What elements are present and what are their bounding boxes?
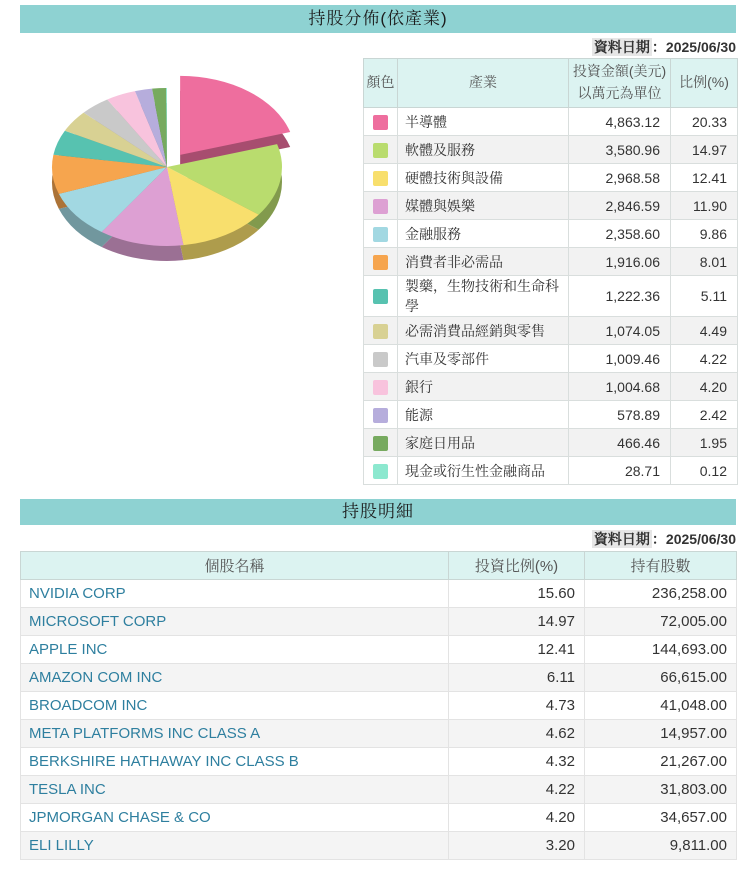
- industry-amount-cell: 3,580.96: [569, 136, 671, 164]
- stock-shares-cell: 21,267.00: [585, 748, 737, 776]
- industry-amount-cell: 4,863.12: [569, 108, 671, 136]
- col-header-color: 顏色: [364, 59, 398, 108]
- industry-name-cell: 硬體技術與設備: [398, 164, 569, 192]
- color-swatch: [373, 352, 388, 367]
- industry-pie-chart: [0, 45, 350, 330]
- stock-shares-cell: 236,258.00: [585, 580, 737, 608]
- stock-name-link[interactable]: MICROSOFT CORP: [21, 608, 449, 636]
- color-swatch: [373, 324, 388, 339]
- industry-amount-cell: 2,846.59: [569, 192, 671, 220]
- data-date-value: ：2025/06/30: [651, 531, 736, 547]
- stock-shares-cell: 66,615.00: [585, 664, 737, 692]
- industry-pct-cell: 4.20: [671, 373, 738, 401]
- stock-pct-cell: 4.22: [449, 776, 585, 804]
- industry-color-cell: [364, 192, 398, 220]
- industry-table: [363, 58, 738, 485]
- holdings-table: [20, 551, 737, 860]
- industry-row: [364, 248, 738, 276]
- industry-name-cell: 汽車及零部件: [398, 345, 569, 373]
- color-swatch: [373, 436, 388, 451]
- stock-name-link[interactable]: NVIDIA CORP: [21, 580, 449, 608]
- stock-pct-cell: 15.60: [449, 580, 585, 608]
- industry-amount-cell: 2,358.60: [569, 220, 671, 248]
- industry-row: [364, 429, 738, 457]
- industry-row: [364, 401, 738, 429]
- color-swatch: [373, 255, 388, 270]
- industry-amount-cell: 2,968.58: [569, 164, 671, 192]
- stock-shares-cell: 41,048.00: [585, 692, 737, 720]
- stock-shares-cell: 9,811.00: [585, 832, 737, 860]
- industry-pct-cell: 8.01: [671, 248, 738, 276]
- section-title-industry-distribution: 持股分佈(依產業): [20, 5, 736, 33]
- stock-name-link[interactable]: APPLE INC: [21, 636, 449, 664]
- industry-pct-cell: 12.41: [671, 164, 738, 192]
- holding-row: [21, 580, 737, 608]
- industry-color-cell: [364, 276, 398, 317]
- industry-color-cell: [364, 220, 398, 248]
- industry-name-cell: 金融服務: [398, 220, 569, 248]
- color-swatch: [373, 464, 388, 479]
- stock-pct-cell: 4.20: [449, 804, 585, 832]
- stock-name-link[interactable]: TESLA INC: [21, 776, 449, 804]
- stock-shares-cell: 14,957.00: [585, 720, 737, 748]
- data-date-value: ：2025/06/30: [651, 39, 736, 55]
- holding-row: [21, 748, 737, 776]
- industry-amount-cell: 1,222.36: [569, 276, 671, 317]
- industry-row: [364, 345, 738, 373]
- industry-color-cell: [364, 317, 398, 345]
- data-date-label: 資料日期: [593, 39, 650, 55]
- industry-amount-cell: 1,009.46: [569, 345, 671, 373]
- stock-name-link[interactable]: ELI LILLY: [21, 832, 449, 860]
- industry-name-cell: 製藥，生物技術和生命科學: [398, 276, 569, 317]
- stock-name-link[interactable]: JPMORGAN CHASE & CO: [21, 804, 449, 832]
- color-swatch: [373, 408, 388, 423]
- industry-pct-cell: 5.11: [671, 276, 738, 317]
- industry-row: [364, 317, 738, 345]
- industry-color-cell: [364, 429, 398, 457]
- industry-pct-cell: 9.86: [671, 220, 738, 248]
- industry-table-header-row: [364, 59, 738, 108]
- holding-row: [21, 608, 737, 636]
- industry-row: [364, 373, 738, 401]
- industry-row: [364, 220, 738, 248]
- stock-pct-cell: 6.11: [449, 664, 585, 692]
- industry-pct-cell: 2.42: [671, 401, 738, 429]
- holding-row: [21, 776, 737, 804]
- industry-pct-cell: 20.33: [671, 108, 738, 136]
- stock-name-link[interactable]: BROADCOM INC: [21, 692, 449, 720]
- industry-amount-cell: 466.46: [569, 429, 671, 457]
- industry-color-cell: [364, 457, 398, 485]
- color-swatch: [373, 171, 388, 186]
- industry-name-cell: 家庭日用品: [398, 429, 569, 457]
- holding-row: [21, 720, 737, 748]
- industry-pct-cell: 1.95: [671, 429, 738, 457]
- industry-color-cell: [364, 373, 398, 401]
- industry-pct-cell: 0.12: [671, 457, 738, 485]
- holdings-table-header-row: [21, 552, 737, 580]
- col-header-amount: 投資金額(美元) 以萬元為單位: [569, 59, 671, 108]
- col-header-pct: 比例(%): [671, 59, 738, 108]
- data-date-label: 資料日期: [593, 531, 650, 547]
- holding-row: [21, 636, 737, 664]
- stock-shares-cell: 144,693.00: [585, 636, 737, 664]
- industry-color-cell: [364, 108, 398, 136]
- industry-name-cell: 能源: [398, 401, 569, 429]
- industry-row: [364, 164, 738, 192]
- stock-pct-cell: 12.41: [449, 636, 585, 664]
- industry-name-cell: 媒體與娛樂: [398, 192, 569, 220]
- industry-name-cell: 銀行: [398, 373, 569, 401]
- industry-row: [364, 276, 738, 317]
- industry-amount-cell: 1,916.06: [569, 248, 671, 276]
- industry-name-cell: 必需消費品經銷與零售: [398, 317, 569, 345]
- industry-pct-cell: 4.49: [671, 317, 738, 345]
- data-date-holdings: [592, 529, 736, 549]
- industry-row: [364, 192, 738, 220]
- industry-name-cell: 現金或衍生性金融商品: [398, 457, 569, 485]
- color-swatch: [373, 227, 388, 242]
- color-swatch: [373, 199, 388, 214]
- industry-amount-cell: 1,004.68: [569, 373, 671, 401]
- industry-amount-cell: 578.89: [569, 401, 671, 429]
- industry-amount-cell: 1,074.05: [569, 317, 671, 345]
- col-header-shares: 持有股數: [585, 552, 737, 580]
- stock-pct-cell: 4.32: [449, 748, 585, 776]
- industry-color-cell: [364, 401, 398, 429]
- data-date-industry: [592, 37, 736, 57]
- color-swatch: [373, 380, 388, 395]
- industry-color-cell: [364, 164, 398, 192]
- stock-name-link[interactable]: META PLATFORMS INC CLASS A: [21, 720, 449, 748]
- holding-row: [21, 832, 737, 860]
- holding-row: [21, 664, 737, 692]
- industry-name-cell: 消費者非必需品: [398, 248, 569, 276]
- industry-color-cell: [364, 136, 398, 164]
- stock-pct-cell: 4.73: [449, 692, 585, 720]
- col-header-invest-pct: 投資比例(%): [449, 552, 585, 580]
- col-header-industry: 產業: [398, 59, 569, 108]
- holding-row: [21, 804, 737, 832]
- stock-pct-cell: 4.62: [449, 720, 585, 748]
- color-swatch: [373, 143, 388, 158]
- industry-name-cell: 軟體及服務: [398, 136, 569, 164]
- industry-amount-cell: 28.71: [569, 457, 671, 485]
- stock-pct-cell: 14.97: [449, 608, 585, 636]
- col-header-stock-name: 個股名稱: [21, 552, 449, 580]
- color-swatch: [373, 289, 388, 304]
- holding-row: [21, 692, 737, 720]
- holdings-table-body: [21, 580, 737, 860]
- industry-pct-cell: 4.22: [671, 345, 738, 373]
- color-swatch: [373, 115, 388, 130]
- stock-name-link[interactable]: AMAZON COM INC: [21, 664, 449, 692]
- stock-shares-cell: 34,657.00: [585, 804, 737, 832]
- industry-color-cell: [364, 248, 398, 276]
- industry-pct-cell: 14.97: [671, 136, 738, 164]
- stock-shares-cell: 72,005.00: [585, 608, 737, 636]
- stock-shares-cell: 31,803.00: [585, 776, 737, 804]
- industry-pct-cell: 11.90: [671, 192, 738, 220]
- industry-color-cell: [364, 345, 398, 373]
- industry-row: [364, 457, 738, 485]
- industry-name-cell: 半導體: [398, 108, 569, 136]
- industry-table-body: [364, 108, 738, 485]
- section-title-holdings-detail: 持股明細: [20, 499, 736, 525]
- stock-name-link[interactable]: BERKSHIRE HATHAWAY INC CLASS B: [21, 748, 449, 776]
- stock-pct-cell: 3.20: [449, 832, 585, 860]
- industry-row: [364, 136, 738, 164]
- industry-row: [364, 108, 738, 136]
